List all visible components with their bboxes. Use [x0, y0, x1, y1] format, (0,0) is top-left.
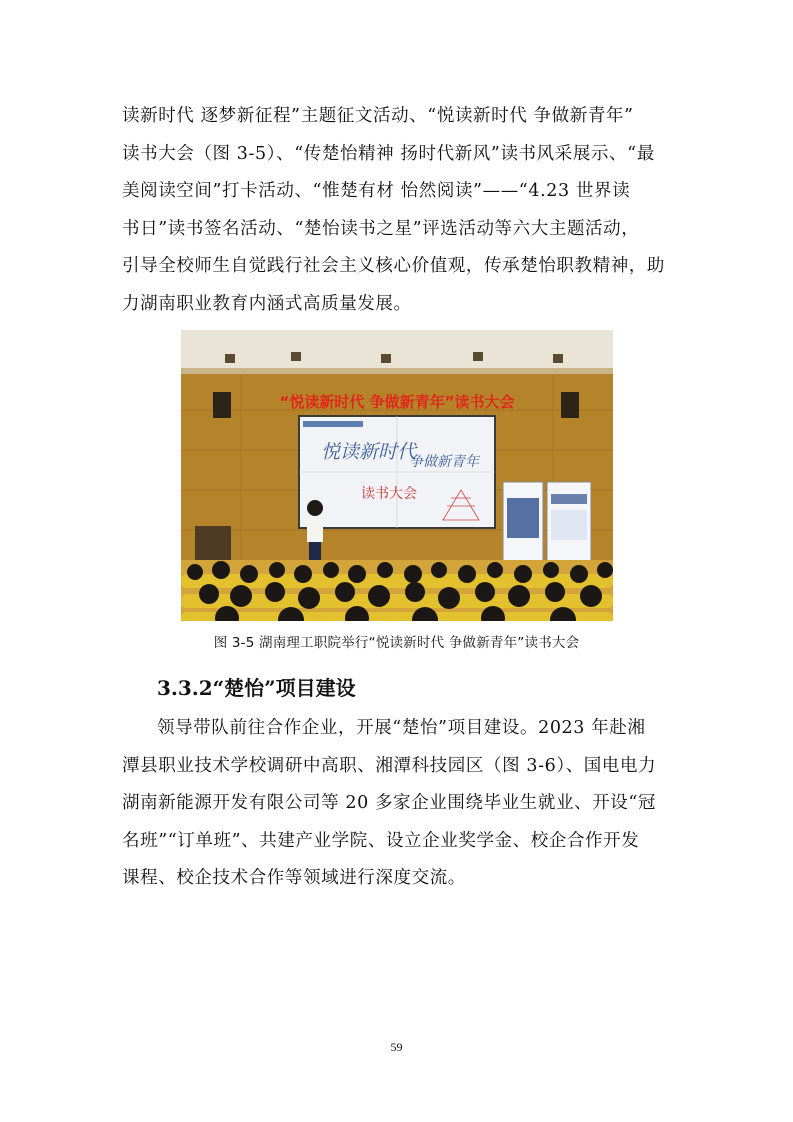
screen-title-1: 悦读新时代 [321, 441, 417, 463]
paragraph-line: 湖南新能源开发有限公司等 20 多家企业围绕毕业生就业、开设“冠 [122, 793, 657, 813]
reading-event-photo [181, 330, 613, 621]
paragraph-line: 课程、校企技术合作等领域进行深度交流。 [122, 868, 466, 888]
event-photo [181, 330, 613, 621]
paragraph-line: 美阅读空间”打卡活动、“惟楚有材 怡然阅读”——“4.23 世界读 [122, 181, 631, 201]
screen-title-2: 争做新青年 [409, 454, 479, 470]
body-paragraph-1 [122, 98, 682, 323]
paragraph-line: 读书大会（图 3-5）、“传楚怡精神 扬时代新风”读书风采展示、“最 [122, 143, 655, 164]
screen-subtitle: 读书大会 [361, 486, 417, 502]
paragraph-line: 引导全校师生自觉践行社会主义核心价值观，传承楚怡职教精神，助 [122, 256, 665, 276]
page-number: 59 [390, 1040, 403, 1054]
banner-text: “悦读新时代 争做新青年”读书大会 [279, 393, 515, 411]
paragraph-line: 名班”“订单班”、共建产业学院、设立企业奖学金、校企合作开发 [122, 830, 640, 851]
paragraph-line: 领导带队前往合作企业，开展“楚怡”项目建设。2023 年赴湘 [157, 718, 646, 738]
body-paragraph-2 [122, 710, 682, 898]
paragraph-line: 力湖南职业教育内涵式高质量发展。 [122, 293, 412, 314]
section-heading: 3.3.2“楚怡”项目建设 [157, 676, 356, 700]
paragraph-line: 书日”读书签名活动、“楚怡读书之星”评选活动等六大主题活动， [122, 218, 640, 239]
paragraph-line: 读新时代 逐梦新征程”主题征文活动、“悦读新时代 争做新青年” [122, 106, 634, 126]
figure-caption: 图 3-5 湖南理工职院举行“悦读新时代 争做新青年”读书大会 [213, 635, 580, 651]
paragraph-line: 潭县职业技术学校调研中高职、湘潭科技园区（图 3-6）、国电电力 [122, 755, 657, 776]
